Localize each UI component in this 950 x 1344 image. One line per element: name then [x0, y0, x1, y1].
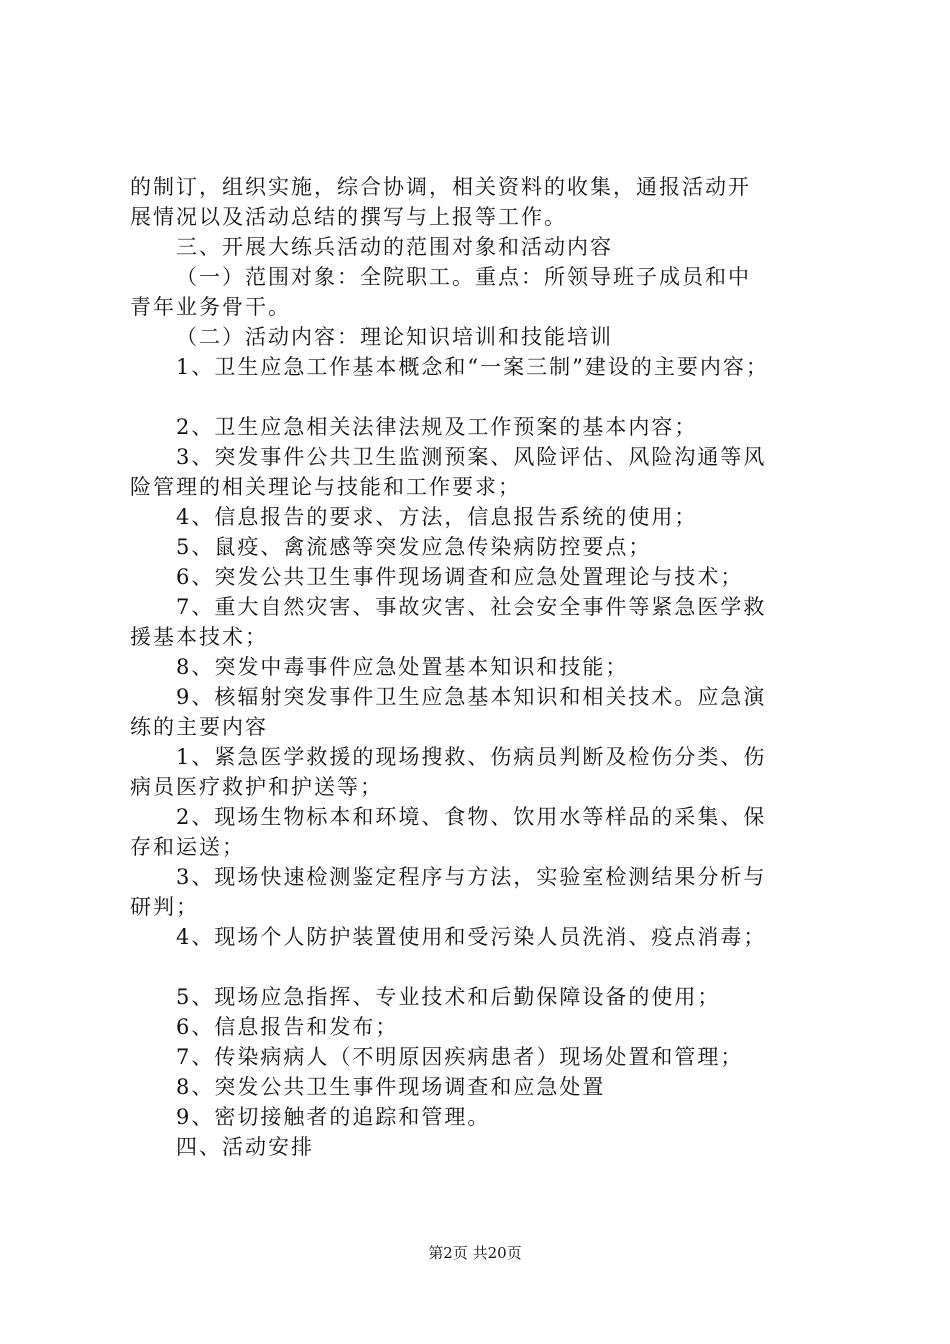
list-item: 4、信息报告的要求、方法，信息报告系统的使用；	[176, 505, 698, 529]
list-item: 2、现场生物标本和环境、食物、饮用水等样品的采集、保	[176, 805, 767, 829]
text-line: 青年业务骨干。	[130, 295, 291, 319]
list-item: 1、卫生应急工作基本概念和“一案三制”建设的主要内容；	[176, 355, 769, 379]
list-item-continuation: 援基本技术；	[130, 625, 268, 649]
list-item: 7、传染病病人（不明原因疾病患者）现场处置和管理；	[176, 1045, 744, 1069]
list-item-continuation: 险管理的相关理论与技能和工作要求；	[130, 475, 521, 499]
blank-line	[130, 952, 830, 982]
list-item: 9、核辐射突发事件卫生应急基本知识和相关技术。应急演	[176, 685, 767, 709]
list-item: 5、现场应急指挥、专业技术和后勤保障设备的使用；	[176, 985, 721, 1009]
section-heading: 四、活动安排	[176, 1135, 314, 1159]
list-item: 4、现场个人防护装置使用和受污染人员洗消、疫点消毒；	[176, 925, 767, 949]
list-item: 2、卫生应急相关法律法规及工作预案的基本内容；	[176, 415, 698, 439]
list-item: 3、突发事件公共卫生监测预案、风险评估、风险沟通等风	[176, 445, 767, 469]
text-line: （二）活动内容：理论知识培训和技能培训	[176, 325, 613, 349]
document-body	[130, 172, 830, 1162]
text-line: 的制订，组织实施，综合协调，相关资料的收集，通报活动开	[130, 175, 751, 199]
list-item: 8、突发公共卫生事件现场调查和应急处置	[176, 1075, 606, 1099]
list-item: 9、密切接触者的追踪和管理。	[176, 1105, 491, 1129]
list-item-continuation: 练的主要内容	[130, 715, 268, 739]
list-item: 3、现场快速检测鉴定程序与方法，实验室检测结果分析与	[176, 865, 767, 889]
list-item-continuation: 存和运送；	[130, 835, 245, 859]
list-item: 1、紧急医学救援的现场搜救、伤病员判断及检伤分类、伤	[176, 745, 767, 769]
list-item: 7、重大自然灾害、事故灾害、社会安全事件等紧急医学救	[176, 595, 767, 619]
blank-line	[130, 382, 830, 412]
list-item: 6、突发公共卫生事件现场调查和应急处置理论与技术；	[176, 565, 744, 589]
text-line: 展情况以及活动总结的撰写与上报等工作。	[130, 205, 567, 229]
list-item: 8、突发中毒事件应急处置基本知识和技能；	[176, 655, 629, 679]
list-item: 6、信息报告和发布；	[176, 1015, 399, 1039]
list-item: 5、鼠疫、禽流感等突发应急传染病防控要点；	[176, 535, 652, 559]
list-item-continuation: 病员医疗救护和护送等；	[130, 775, 383, 799]
list-item-continuation: 研判；	[130, 895, 199, 919]
text-line: （一）范围对象：全院职工。重点：所领导班子成员和中	[176, 265, 751, 289]
page-footer: 第2页 共20页	[428, 1244, 522, 1262]
section-heading: 三、开展大练兵活动的范围对象和活动内容	[176, 235, 613, 259]
